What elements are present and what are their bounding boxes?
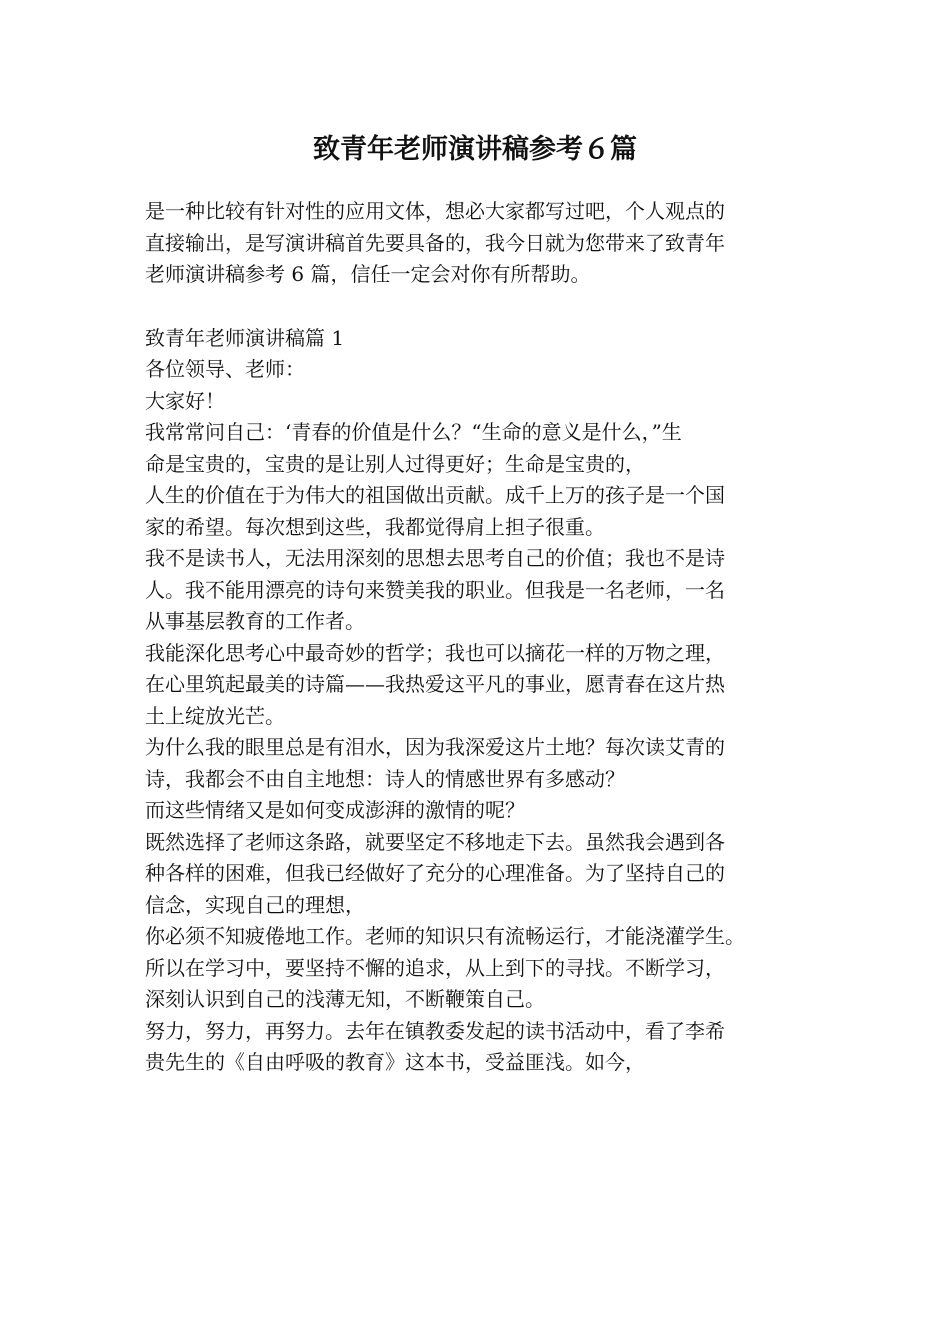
text-line: 从事基层教育的工作者。 <box>145 609 365 633</box>
text-line: 家的希望。每次想到这些，我都觉得肩上担子很重。 <box>145 514 605 539</box>
text-line: 为什么我的眼里总是有泪水，因为我深爱这片土地？每次读艾青的 <box>145 735 725 759</box>
text-line: 你必须不知疲倦地工作。老师的知识只有流畅运行，才能浇灌学生。 <box>145 924 745 948</box>
text-line: 种各样的困难，但我已经做好了充分的心理准备。为了坚持自己的 <box>145 861 725 885</box>
text-line: 土上绽放光芒。 <box>145 703 285 728</box>
text-line: 贵先生的《自由呼吸的教育》这本书，受益匪浅。如今， <box>145 1050 645 1074</box>
text-line: 我能深化思考心中最奇妙的哲学；我也可以摘花一样的万物之理， <box>145 640 725 665</box>
text-line: 所以在学习中，要坚持不懈的追求，从上到下的寻找。不断学习， <box>145 955 725 980</box>
document-title: 致青年老师演讲稿参考６篇 <box>313 134 637 165</box>
text-line: 而这些情绪又是如何变成澎湃的激情的呢？ <box>145 798 525 822</box>
speech-section <box>145 323 825 1079</box>
paragraph-gap <box>145 291 825 323</box>
text-line: 是一种比较有针对性的应用文体，想必大家都写过吧，个人观点的 <box>145 199 725 223</box>
text-line: 信念，实现自己的理想， <box>145 892 365 917</box>
text-line: 在心里筑起最美的诗篇——我热爱这平凡的事业，愿青春在这片热 <box>145 672 725 696</box>
section-heading: 致青年老师演讲稿篇 1 <box>145 325 345 350</box>
salutation: 各位领导、老师： <box>145 357 305 381</box>
greeting: 大家好！ <box>145 388 225 413</box>
document-body <box>145 196 825 1079</box>
text-line: 诗，我都会不由自主地想：诗人的情感世界有多感动？ <box>145 766 625 791</box>
text-line: 深刻认识到自己的浅薄无知，不断鞭策自己。 <box>145 987 545 1011</box>
text-line: 我常常问自己：‘青春的价值是什么？“生命的意义是什么，”生 <box>145 420 682 444</box>
text-line: 直接输出，是写演讲稿首先要具备的，我今日就为您带来了致青年 <box>145 230 725 255</box>
text-line: 我不是读书人，无法用深刻的思想去思考自己的价值；我也不是诗 <box>145 546 725 570</box>
text-line: 人。我不能用漂亮的诗句来赞美我的职业。但我是一名老师，一名 <box>145 577 725 602</box>
intro-paragraph <box>145 196 825 291</box>
text-line: 人生的价值在于为伟大的祖国做出贡献。成千上万的孩子是一个国 <box>145 483 725 507</box>
text-line: 既然选择了老师这条路，就要坚定不移地走下去。虽然我会遇到各 <box>145 829 725 854</box>
text-line: 努力，努力，再努力。去年在镇教委发起的读书活动中，看了李希 <box>145 1018 725 1043</box>
text-line: 命是宝贵的，宝贵的是让别人过得更好；生命是宝贵的， <box>145 451 645 476</box>
text-line: 老师演讲稿参考 6 篇，信任一定会对你有所帮助。 <box>145 262 591 286</box>
